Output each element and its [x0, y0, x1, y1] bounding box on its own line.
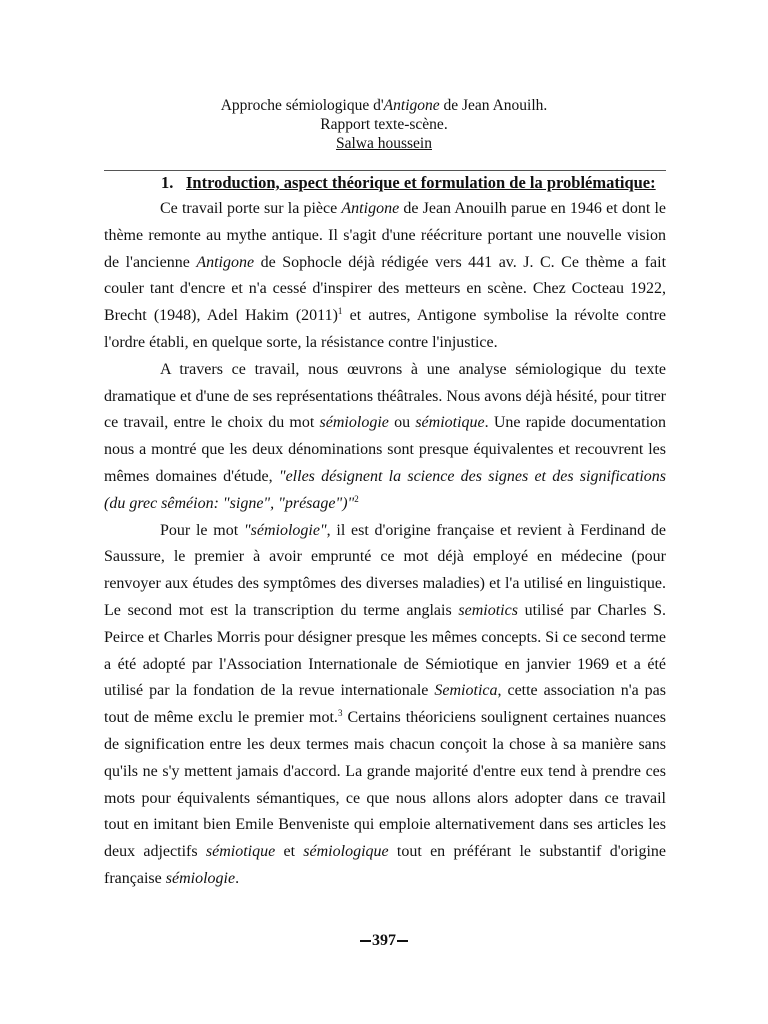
body-text [104, 196, 666, 893]
document-title: Approche sémiologique d'Antigone de Jean Anouilh. [220, 97, 548, 114]
section-title: Introduction, aspect théorique et formulation de la problématique: [186, 173, 656, 192]
document-subtitle: Rapport texte-scène. [320, 116, 448, 133]
footnote-ref-1: 1 [337, 306, 343, 317]
page-number-dash-left [360, 940, 371, 942]
footnote-ref-2: 2 [354, 493, 359, 504]
footnote-ref-3: 3 [337, 708, 343, 719]
work-title: Antigone [383, 97, 440, 114]
page-number-dash-right [397, 940, 408, 942]
section-number: 1. [161, 173, 174, 192]
header-divider [104, 170, 666, 171]
document-header [0, 96, 768, 153]
section-heading [161, 173, 681, 193]
paragraph-1: Ce travail porte sur la pièce Antigone de Jean Anouilh parue en 1946 et dont le thème remonte au mythe antique. Il s'agit d'une réécriture portant une nouvelle vision de l'ancienne Antigone de Sophocle déjà rédigée vers 441 av. J. C. Ce thème a fait couler tant d'encre et n'a cessé d'inspirer des metteurs en scène. Chez Cocteau 1922, Brecht (1948), Adel Hakim $(2011)^1$ et autres, Antigone symbolise la révolte contre l'ordre établi, en quelque sorte, la résistance contre l'injustice. [104, 200, 667, 351]
paragraph-2: A travers ce travail, nous œuvrons à une analyse sémiologique du texte dramatique et d'une de ses représentations théâtrales. Nous avons déjà hésité, pour titrer ce travail, entre le choix du mot sémiologie ou sémiotique. Une rapide documentation nous a montré que les deux dénominations sont presque équivalentes et recouvrent les mêmes domaines d'étude, "elles désignent la science des signes et des significations (du grec sêméion: "signe", "présage")"$^2$ [104, 360, 667, 512]
paragraph-3: Pour le mot "sémiologie", il est d'origine française et revient à Ferdinand de Saussure, le premier à avoir emprunté ce mot déjà employé en médecine (pour renvoyer aux études des symptômes des diverses maladies) et l'a utilisé en linguistique. Le second mot est la transcription du terme anglais semiotics utilisé par Charles S. Peirce et Charles Morris pour désigner presque les mêmes concepts. Si ce second terme a été adopté par l'Association Internationale de Sémiotique en janvier 1969 et a été utilisé par la fondation de la revue internationale Semiotica, cette association n'a pas tout de même exclu le premier mot.$^3$ Certains théoriciens soulignent certaines nuances de signification entre les deux termes mais chacun conçoit la chose à sa manière sans qu'ils ne s'y mettent jamais d'accord. La grande majorité d'entre eux tend à prendre ces mots pour équivalents sémantiques, ce que nous allons alors adopter dans ce travail tout en imitant bien Emile Benveniste qui emploie alternativement dans ses articles les deux adjectifs sémiotique et sémiologique tout en préférant le substantif d'origine française sémiologie. [104, 521, 667, 887]
quotation: "elles désignent la science des signes et des significations (du grec sêméion: "signe", "présage")" [104, 467, 667, 512]
page-number: 397 [0, 932, 768, 950]
author-name: Salwa houssein [335, 135, 432, 152]
